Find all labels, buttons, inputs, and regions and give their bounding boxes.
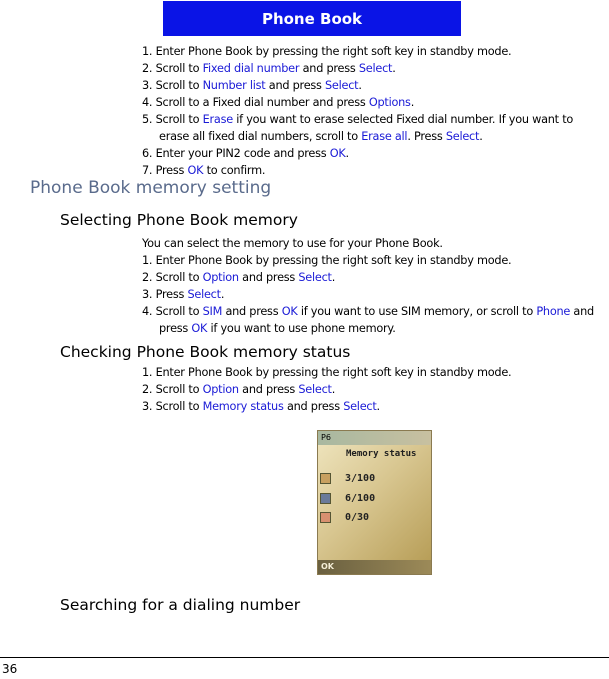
menu-keyword: OK — [281, 305, 298, 318]
step-item — [142, 94, 604, 111]
step-item — [142, 269, 598, 286]
page-number: 36 — [2, 662, 18, 676]
step-item — [142, 364, 598, 381]
phone-memory-row — [320, 491, 375, 505]
section-title: Phone Book memory setting — [30, 178, 272, 198]
fixed-dial-steps — [142, 43, 604, 179]
step-text: 2. Scroll to — [142, 271, 203, 284]
phone-memory-value: 0/30 — [345, 511, 370, 523]
menu-keyword: OK — [329, 147, 346, 160]
menu-keyword: SIM — [202, 305, 223, 318]
step-item — [142, 111, 604, 145]
step-item — [142, 381, 598, 398]
phone-screenshot — [317, 430, 432, 575]
menu-keyword: Select — [325, 79, 359, 92]
step-text: 4. Scroll to a Fixed dial number and press — [142, 96, 369, 109]
step-item — [142, 303, 598, 337]
step-text: 3. Press — [142, 288, 188, 301]
checking-steps — [142, 364, 598, 415]
step-text: . — [358, 79, 362, 92]
step-item — [142, 60, 604, 77]
step-text: if you want to erase selected Fixed dial number. If you want to erase all fixed dial numbers, scroll to — [159, 113, 574, 143]
menu-keyword: OK — [187, 164, 204, 177]
step-item — [142, 398, 598, 415]
step-item — [142, 145, 604, 162]
phone-memory-row — [320, 510, 369, 524]
step-text: 5. Scroll to — [142, 113, 203, 126]
step-text: and press — [299, 62, 359, 75]
step-text: . — [479, 130, 483, 143]
menu-keyword: Select — [343, 400, 377, 413]
phone-memory-title: Memory status — [346, 449, 417, 459]
step-text: 6. Enter your PIN2 code and press — [142, 147, 330, 160]
phone-memory-value: 6/100 — [345, 492, 376, 504]
step-text: and press — [222, 305, 282, 318]
step-text: . — [220, 288, 225, 301]
menu-keyword: Memory status — [202, 400, 284, 413]
step-text: . Press — [407, 130, 446, 143]
searching-heading: Searching for a dialing number — [60, 596, 301, 614]
menu-keyword: OK — [191, 322, 208, 335]
menu-keyword: Option — [202, 271, 239, 284]
phone-book-banner — [163, 1, 461, 36]
step-item — [142, 252, 598, 269]
step-text: 7. Press — [142, 164, 188, 177]
step-text: to confirm. — [203, 164, 266, 177]
step-item — [142, 162, 604, 179]
menu-keyword: Number list — [202, 79, 266, 92]
step-item — [142, 77, 604, 94]
menu-keyword: Select — [298, 383, 332, 396]
step-text: . — [410, 96, 415, 109]
phone-memory-row — [320, 471, 375, 485]
step-text: 4. Scroll to — [142, 305, 203, 318]
footer-divider — [0, 657, 609, 658]
menu-keyword: Select — [358, 62, 393, 75]
step-text: 2. Scroll to — [142, 383, 203, 396]
banner-title: Phone Book — [261, 9, 363, 28]
phone-softkey-bar — [318, 560, 431, 574]
step-text: . — [392, 62, 396, 75]
menu-keyword: Options — [368, 96, 411, 109]
menu-keyword: Erase all — [361, 130, 408, 143]
sim-memory-icon — [320, 473, 331, 484]
step-text: 3. Scroll to — [142, 79, 203, 92]
phone-memory-value: 3/100 — [345, 472, 376, 484]
step-text: 1. Enter Phone Book by pressing the right soft key in standby mode. — [142, 366, 512, 379]
menu-keyword: Phone — [536, 305, 571, 318]
phone-status-bar — [318, 431, 431, 445]
menu-keyword: Erase — [202, 113, 233, 126]
step-text: . — [345, 147, 349, 160]
step-text: 2. Scroll to — [142, 62, 203, 75]
step-text: and press — [265, 79, 326, 92]
step-text: 3. Scroll to — [142, 400, 203, 413]
phone-status-text: P6 — [321, 433, 331, 442]
step-text: if you want to use phone memory. — [207, 322, 396, 335]
selecting-heading: Selecting Phone Book memory — [60, 211, 298, 229]
step-text: . — [376, 400, 380, 413]
menu-keyword: Select — [298, 271, 332, 284]
menu-keyword: Fixed dial number — [202, 62, 300, 75]
menu-keyword: Option — [202, 383, 239, 396]
fdn-memory-icon — [320, 512, 331, 523]
step-text: 1. Enter Phone Book by pressing the right soft key in standby mode. — [142, 45, 512, 58]
step-text: 1. Enter Phone Book by pressing the right soft key in standby mode. — [142, 254, 512, 267]
checking-heading: Checking Phone Book memory status — [60, 343, 351, 361]
selecting-steps — [142, 252, 598, 337]
step-item — [142, 43, 604, 60]
step-text: . — [331, 271, 336, 284]
step-text: and press — [238, 383, 299, 396]
step-text: . — [331, 383, 336, 396]
step-text: and press — [238, 271, 299, 284]
selecting-intro: You can select the memory to use for your Phone Book. — [142, 237, 443, 250]
menu-keyword: Select — [187, 288, 221, 301]
step-item — [142, 286, 598, 303]
phone-memory-icon — [320, 493, 331, 504]
step-text: and press — [159, 305, 594, 335]
step-text: and press — [283, 400, 344, 413]
phone-softkey-ok: OK — [321, 562, 334, 571]
step-text: if you want to use SIM memory, or scroll to — [297, 305, 537, 318]
menu-keyword: Select — [445, 130, 480, 143]
